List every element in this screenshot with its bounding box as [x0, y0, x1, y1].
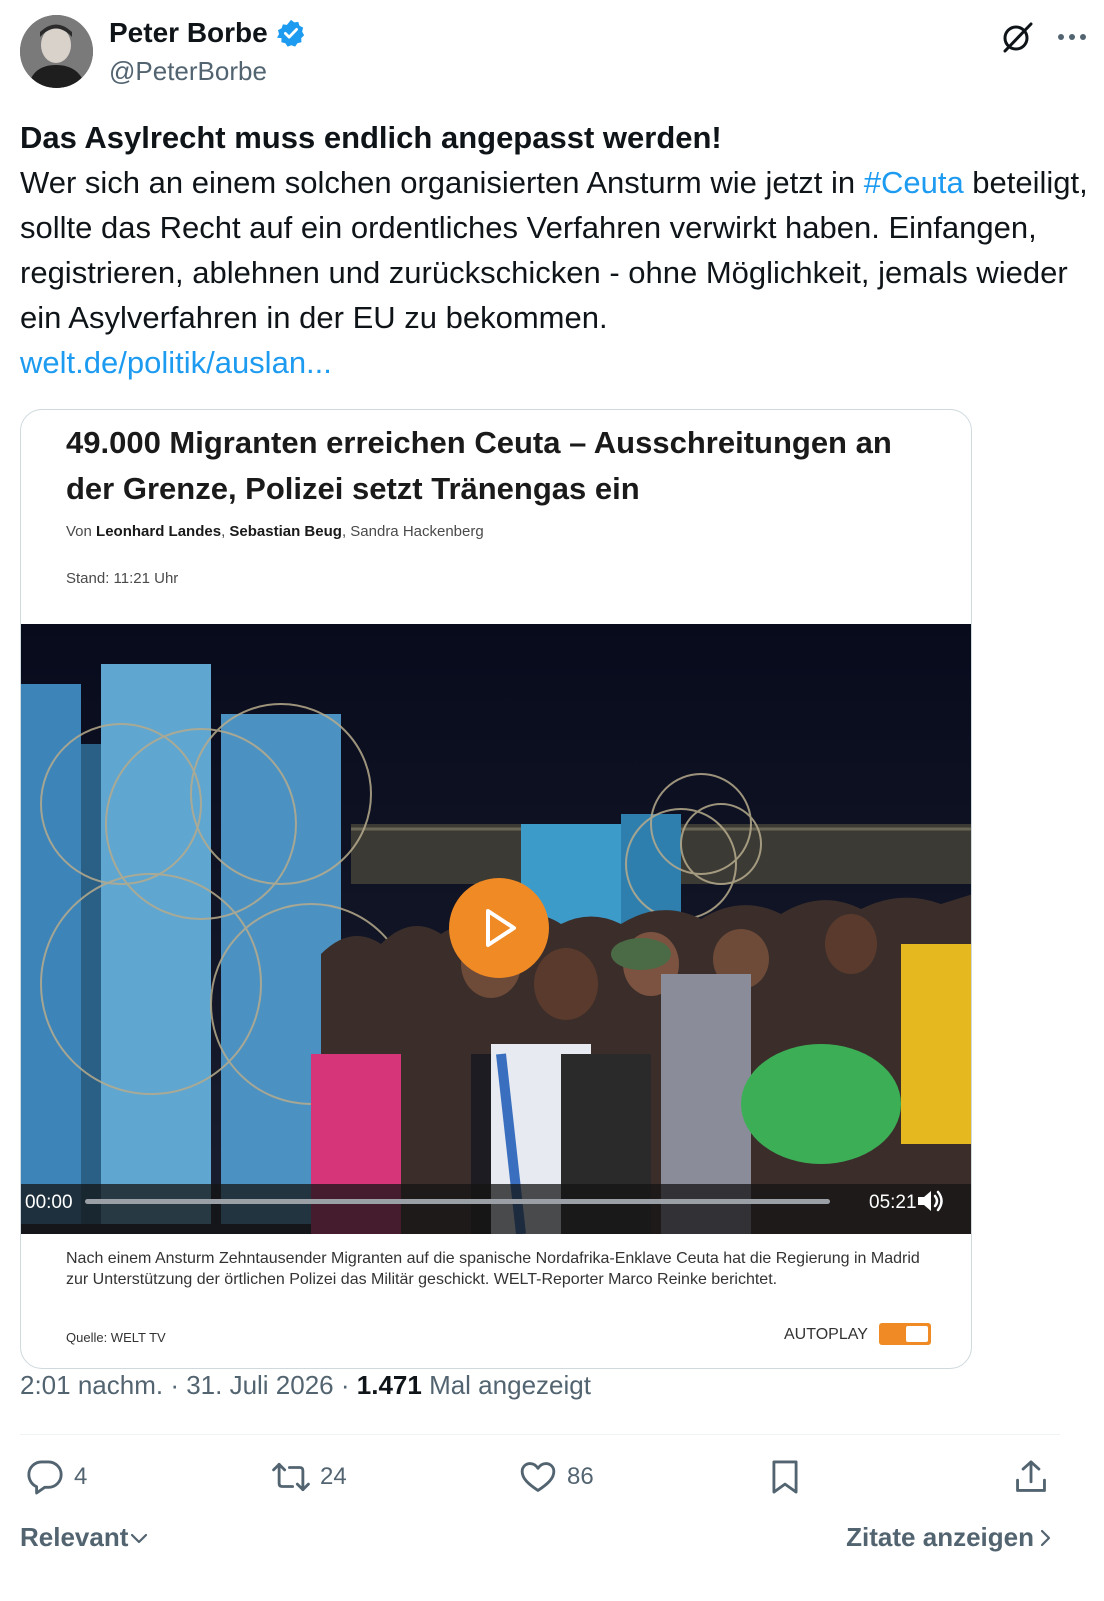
- repost-button[interactable]: [272, 1458, 347, 1496]
- verified-badge-icon: [276, 18, 306, 48]
- heart-icon: [519, 1458, 557, 1496]
- byline-author-2: Sebastian Beug: [229, 523, 342, 540]
- reply-icon: [26, 1458, 64, 1496]
- tweet-body-end: beteiligt, sollte das Recht auf ein ordentliches Verfahren verwirkt haben. Einfangen, registrieren, ablehnen und zurückschicken - ohne Möglichkeit, jemals wieder ein Asylverfahren in der EU zu bekommen.: [20, 165, 1088, 335]
- byline-separator-1: ,: [221, 523, 230, 540]
- byline-separator-2: ,: [341, 523, 351, 540]
- tweet-date[interactable]: 31. Juli 2026: [186, 1370, 334, 1400]
- like-count: 86: [567, 1463, 594, 1490]
- views-count: 1.471: [356, 1370, 422, 1400]
- video-current-time: 00:00: [25, 1192, 73, 1213]
- volume-icon[interactable]: [915, 1186, 945, 1216]
- byline-author-1: Leonhard Landes: [96, 523, 222, 540]
- play-button[interactable]: [449, 878, 549, 978]
- sort-label: Relevant: [20, 1522, 129, 1552]
- chevron-right-icon: [1034, 1527, 1056, 1549]
- video-progress-bar[interactable]: [85, 1199, 830, 1204]
- more-options-icon[interactable]: [1055, 22, 1089, 52]
- share-button[interactable]: [1012, 1458, 1050, 1496]
- meta-separator-2: ·: [333, 1370, 357, 1400]
- repost-count: 24: [320, 1463, 347, 1490]
- meta-separator-1: ·: [163, 1370, 187, 1400]
- sort-replies-dropdown[interactable]: [20, 1522, 150, 1553]
- tweet-headline: Das Asylrecht muss endlich angepasst werden!: [20, 120, 722, 155]
- media-card[interactable]: [20, 409, 972, 1369]
- video-source: Quelle: WELT TV: [66, 1330, 166, 1345]
- divider: [20, 1434, 1060, 1435]
- author-handle[interactable]: @PeterBorbe: [109, 56, 267, 86]
- tweet-body-start: Wer sich an einem solchen organisierten Ansturm wie jetzt in: [20, 165, 864, 200]
- autoplay-toggle-knob: [906, 1326, 928, 1342]
- article-link[interactable]: welt.de/politik/auslan...: [20, 345, 332, 380]
- reply-button[interactable]: [26, 1458, 87, 1496]
- bookmark-button[interactable]: [766, 1458, 804, 1496]
- article-byline: [66, 523, 484, 540]
- repost-icon: [272, 1458, 310, 1496]
- tweet-meta: [20, 1370, 591, 1401]
- video-player[interactable]: [21, 624, 972, 1234]
- action-bar: [0, 1456, 1104, 1506]
- chevron-down-icon: [128, 1527, 150, 1549]
- byline-prefix: Von: [66, 523, 97, 540]
- view-quotes-link[interactable]: [846, 1522, 1056, 1553]
- article-timestamp: Stand: 11:21 Uhr: [66, 570, 179, 587]
- author-name-row[interactable]: [109, 17, 306, 49]
- hashtag-link[interactable]: #Ceuta: [863, 165, 964, 200]
- view-quotes-label: Zitate anzeigen: [846, 1522, 1034, 1552]
- grok-icon[interactable]: [1000, 20, 1034, 54]
- views-label: Mal angezeigt: [421, 1370, 591, 1400]
- tweet-text: [20, 115, 1090, 385]
- tweet-time[interactable]: 2:01 nachm.: [20, 1370, 164, 1400]
- video-duration: 05:21: [869, 1192, 917, 1213]
- bookmark-icon: [766, 1458, 804, 1496]
- reply-count: 4: [74, 1463, 88, 1490]
- author-name[interactable]: Peter Borbe: [109, 17, 268, 48]
- video-caption: Nach einem Ansturm Zehntausender Migranten auf die spanische Nordafrika-Enklave Ceuta hat die Regierung in Madrid zur Unterstützung der örtlichen Polizei das Militär geschickt. WELT-Reporter Marco Reinke berichtet.: [66, 1250, 920, 1288]
- autoplay-label: AUTOPLAY: [784, 1326, 868, 1343]
- share-icon: [1012, 1458, 1050, 1496]
- play-icon: [476, 905, 522, 951]
- avatar[interactable]: [20, 15, 93, 88]
- autoplay-toggle[interactable]: [879, 1323, 931, 1345]
- like-button[interactable]: [519, 1458, 594, 1496]
- byline-author-3: Sandra Hackenberg: [350, 523, 484, 540]
- article-title: 49.000 Migranten erreichen Ceuta – Ausschreitungen an der Grenze, Polizei setzt Tränengas ein: [66, 425, 892, 506]
